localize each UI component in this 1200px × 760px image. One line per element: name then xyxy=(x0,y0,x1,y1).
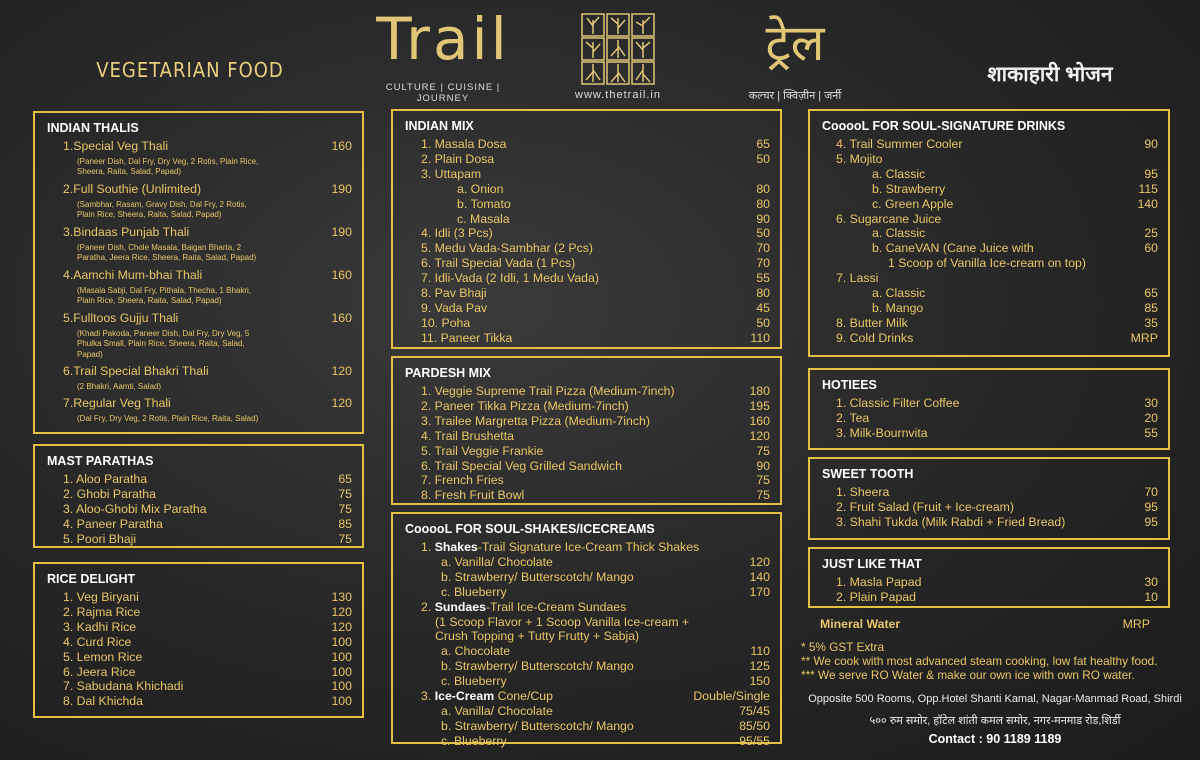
menu-item xyxy=(822,241,1158,256)
brand-block xyxy=(358,4,528,104)
menu-item xyxy=(405,414,770,429)
menu-item xyxy=(822,152,1158,167)
mast-parathas-section xyxy=(33,444,364,548)
parathas-list xyxy=(47,472,352,547)
menu-item xyxy=(822,575,1158,590)
item-name: 11. Paneer Tikka xyxy=(421,330,513,345)
thali-description: (Khadi Pakoda, Paneer Dish, Dal Fry, Dry Veg, 5 Phulka Small, Plain Rice, Sheera, Raita, Salad, Papad) xyxy=(77,328,250,359)
item-name: 2. Tea xyxy=(836,410,870,425)
sundaes-label: -Trail Ice-Cream Sundaes xyxy=(485,599,627,614)
menu-item xyxy=(47,665,352,680)
shakes-list xyxy=(421,555,770,600)
item-price: 160 xyxy=(331,267,352,282)
menu-item xyxy=(47,139,352,154)
menu-item xyxy=(405,316,770,331)
menu-item xyxy=(822,182,1158,197)
tree-emblem-icon xyxy=(580,12,656,86)
mineral-water-label: Mineral Water xyxy=(820,617,901,631)
menu-item xyxy=(47,679,352,694)
menu-item xyxy=(47,472,352,487)
icecream-number: 3. xyxy=(421,689,432,704)
address-english: Opposite 500 Rooms, Opp.Hotel Shanti Kamal, Nagar-Manmad Road, Shirdi xyxy=(808,693,1182,705)
item-name: 1. Classic Filter Coffee xyxy=(836,396,960,410)
menu-item xyxy=(822,271,1158,286)
notes-block xyxy=(801,640,1191,682)
thali-item xyxy=(47,396,352,424)
item-price: 120 xyxy=(331,396,352,411)
item-name: 4. Paneer Paratha xyxy=(63,516,163,531)
item-name: 7. Idli-Vada (2 Idli, 1 Medu Vada) xyxy=(421,271,599,286)
item-name: a. Onion xyxy=(457,181,504,196)
menu-item xyxy=(822,167,1158,182)
thali-item xyxy=(47,139,352,178)
item-price: 180 xyxy=(749,384,770,398)
item-name: a. Vanilla/ Chocolate xyxy=(441,554,553,569)
menu-item xyxy=(421,570,770,585)
item-name: 1. Aloo Paratha xyxy=(63,472,148,486)
menu-item xyxy=(421,674,770,689)
item-price: 120 xyxy=(331,619,352,634)
menu-item xyxy=(47,502,352,517)
item-price: 75 xyxy=(756,488,770,503)
item-price: 50 xyxy=(756,151,770,166)
item-name: c. Green Apple xyxy=(872,196,954,211)
menu-item xyxy=(47,364,352,379)
item-price: 30 xyxy=(1144,575,1158,589)
thali-description: (Dal Fry, Dry Veg, 2 Rotis, Plain Rice, Raita, Salad) xyxy=(77,414,259,424)
menu-item xyxy=(47,694,352,709)
item-name: 1 Scoop of Vanilla Ice-cream on top) xyxy=(888,256,1086,271)
menu-item xyxy=(405,459,770,474)
menu-item xyxy=(47,182,352,197)
item-name: a. Classic xyxy=(872,226,926,241)
item-price: 160 xyxy=(331,139,352,153)
menu-item xyxy=(405,152,770,167)
item-name: 2. Paneer Tikka Pizza (Medium-7inch) xyxy=(421,398,629,413)
sundaes-heading xyxy=(421,600,770,615)
item-name: a. Vanilla/ Chocolate xyxy=(441,703,553,718)
menu-item xyxy=(47,650,352,665)
menu-item xyxy=(47,268,352,283)
thali-description: (Paneer Dish, Chole Masala, Baigan Bharta, 2 Paratha, Jeera Rice, Sheera, Raita, Salad, Papad) xyxy=(77,242,257,263)
item-price: 25 xyxy=(1144,226,1158,241)
menu-item xyxy=(421,555,770,570)
menu-item xyxy=(822,301,1158,316)
item-price: 20 xyxy=(1144,410,1158,425)
website-url[interactable]: www.thetrail.in xyxy=(575,89,661,101)
menu-item xyxy=(405,301,770,316)
item-price: 100 xyxy=(331,694,352,709)
brand-logo: Trail xyxy=(376,5,510,73)
menu-item xyxy=(405,197,770,212)
item-name: 5.Fulltoos Gujju Thali xyxy=(63,310,179,325)
shakes-bold-label: Shakes xyxy=(434,540,478,554)
drinks-list xyxy=(822,137,1158,346)
thali-item xyxy=(47,225,352,264)
menu-item xyxy=(421,644,770,659)
icecream-bold-label: Ice-Cream xyxy=(434,689,495,704)
item-name: 4. Idli (3 Pcs) xyxy=(421,226,493,241)
item-price: 55 xyxy=(1144,425,1158,440)
hindi-brand-logo: ट्रेल xyxy=(765,15,825,71)
item-name: 4. Trail Brushetta xyxy=(421,428,514,443)
menu-item xyxy=(421,734,770,749)
menu-item xyxy=(822,286,1158,301)
item-price: 70 xyxy=(756,241,770,256)
item-name: 10. Poha xyxy=(421,315,471,330)
item-name: 3. Trailee Margretta Pizza (Medium-7inch) xyxy=(421,413,650,428)
item-price: 150 xyxy=(749,674,770,689)
item-price: 55 xyxy=(756,271,770,286)
sundaes-bold-label: Sundaes xyxy=(434,599,486,614)
menu-item xyxy=(405,137,770,152)
menu-item xyxy=(47,532,352,547)
hindi-brand-block xyxy=(730,8,860,103)
item-price: 160 xyxy=(331,310,352,325)
item-price: 50 xyxy=(756,226,770,241)
item-price: 120 xyxy=(331,364,352,379)
item-price: 190 xyxy=(331,224,352,239)
item-name: 7. French Fries xyxy=(421,473,504,488)
menu-item xyxy=(822,197,1158,212)
item-name: a. Classic xyxy=(872,166,926,181)
sundaes-desc-1: (1 Scoop Flavor + 1 Scoop Vanilla Ice-cream + xyxy=(435,614,690,629)
section-title: RICE DELIGHT xyxy=(47,572,136,586)
thali-description: (Paneer Dish, Dal Fry, Dry Veg, 2 Rotis, Plain Rice, Sheera, Raita, Salad, Papad) xyxy=(77,156,259,177)
item-name: b. Tomato xyxy=(457,196,511,211)
hotiees-list xyxy=(822,396,1158,441)
sweet-tooth-list xyxy=(822,485,1158,530)
item-price: 140 xyxy=(749,569,770,584)
menu-item xyxy=(822,396,1158,411)
thalis-list xyxy=(47,139,352,425)
item-name: 9. Vada Pav xyxy=(421,300,488,315)
item-name: b. CaneVAN (Cane Juice with xyxy=(872,241,1034,256)
menu-item xyxy=(405,241,770,256)
menu-item xyxy=(47,620,352,635)
menu-item xyxy=(405,384,770,399)
item-name: b. Mango xyxy=(872,300,924,315)
menu-item xyxy=(47,590,352,605)
item-name: 8. Fresh Fruit Bowl xyxy=(421,488,525,503)
menu-item xyxy=(405,444,770,459)
item-name: b. Strawberry/ Butterscotch/ Mango xyxy=(441,718,634,733)
address-hindi: ५०० रुम समोर, हॉटेल शांती कमल समोर, नगर-मनमाड रोड,शिर्डी xyxy=(869,715,1121,727)
menu-item xyxy=(405,488,770,503)
menu-item xyxy=(421,719,770,734)
item-name: 8. Butter Milk xyxy=(836,315,908,330)
item-price: 60 xyxy=(1144,241,1158,256)
item-price: 130 xyxy=(331,590,352,604)
item-name: 2. Ghobi Paratha xyxy=(63,486,156,501)
thali-item xyxy=(47,364,352,392)
item-price: 85 xyxy=(1144,300,1158,315)
item-price: 90 xyxy=(756,458,770,473)
item-price: 35 xyxy=(1144,315,1158,330)
item-price: 140 xyxy=(1137,196,1158,211)
item-price: 190 xyxy=(331,181,352,196)
section-title: SWEET TOOTH xyxy=(822,467,914,481)
menu-item xyxy=(822,331,1158,346)
item-price: 65 xyxy=(1144,286,1158,301)
menu-item xyxy=(47,396,352,411)
menu-item xyxy=(405,167,770,182)
item-price: 75/45 xyxy=(739,703,770,718)
item-name: 6.Trail Special Bhakri Thali xyxy=(63,364,209,379)
item-price: 45 xyxy=(756,300,770,315)
item-price: 90 xyxy=(1144,137,1158,151)
menu-item xyxy=(822,500,1158,515)
section-title: CooooL FOR SOUL-SHAKES/ICECREAMS xyxy=(405,522,655,536)
brand-tagline: CULTURE | CUISINE | JOURNEY xyxy=(385,82,501,104)
section-title: INDIAN THALIS xyxy=(47,121,139,135)
item-price: 75 xyxy=(338,501,352,516)
icecream-list xyxy=(421,704,770,749)
section-title: HOTIEES xyxy=(822,378,877,392)
item-price: MRP xyxy=(1130,330,1158,345)
item-name: 5. Medu Vada-Sambhar (2 Pcs) xyxy=(421,241,594,256)
thali-item xyxy=(47,268,352,307)
item-name: 3. Uttapam xyxy=(421,166,482,181)
item-price: 65 xyxy=(756,137,770,151)
item-name: 7. Lassi xyxy=(836,271,879,286)
item-name: 2. Plain Papad xyxy=(836,589,916,604)
menu-item xyxy=(822,590,1158,605)
menu-item xyxy=(421,704,770,719)
item-name: c. Masala xyxy=(457,211,510,226)
menu-item xyxy=(822,226,1158,241)
item-name: 3.Bindaas Punjab Thali xyxy=(63,224,190,239)
menu-item xyxy=(822,485,1158,500)
item-name: 1. Veg Biryani xyxy=(63,590,139,604)
section-title: MAST PARATHAS xyxy=(47,454,154,468)
menu-item xyxy=(405,429,770,444)
item-price: 110 xyxy=(750,330,770,345)
menu-item xyxy=(822,137,1158,152)
menu-item xyxy=(405,286,770,301)
item-price: 75 xyxy=(756,473,770,488)
note-gst: * 5% GST Extra xyxy=(801,640,885,654)
menu-item xyxy=(405,399,770,414)
item-name: 3. Kadhi Rice xyxy=(63,619,137,634)
item-name: 2. Fruit Salad (Fruit + Ice-cream) xyxy=(836,499,1015,514)
item-name: 5. Mojito xyxy=(836,151,883,166)
item-name: 8. Dal Khichda xyxy=(63,694,143,709)
signature-drinks-section xyxy=(808,109,1170,357)
item-price: 115 xyxy=(1138,181,1158,196)
menu-item xyxy=(47,225,352,240)
item-name: 1. Masla Papad xyxy=(836,575,922,589)
item-price: 75 xyxy=(756,443,770,458)
just-like-that-list xyxy=(822,575,1158,605)
item-price: 195 xyxy=(749,398,770,413)
item-name: 2. Rajma Rice xyxy=(63,604,141,619)
rice-delight-section xyxy=(33,562,364,718)
thali-item xyxy=(47,182,352,221)
item-price: 95 xyxy=(1144,499,1158,514)
menu-item xyxy=(47,517,352,532)
item-name: 2. Plain Dosa xyxy=(421,151,495,166)
note-water: *** We serve RO Water & make our own ice with own RO water. xyxy=(801,668,1135,682)
indian-mix-list xyxy=(405,137,770,346)
sundaes-list xyxy=(421,644,770,689)
section-title: INDIAN MIX xyxy=(405,119,474,133)
item-name: 6. Trail Special Veg Grilled Sandwich xyxy=(421,458,622,473)
item-price: 100 xyxy=(331,634,352,649)
item-price: 95 xyxy=(1144,514,1158,529)
item-price: 100 xyxy=(331,649,352,664)
menu-item xyxy=(47,605,352,620)
item-name: 5. Poori Bhaji xyxy=(63,531,137,546)
item-price: 125 xyxy=(749,659,770,674)
icecream-size-header: Double/Single xyxy=(693,689,770,704)
sundaes-desc-2: Crush Topping + Tutty Frutty + Sabja) xyxy=(435,629,640,644)
item-name: 7.Regular Veg Thali xyxy=(63,396,171,411)
item-name: 5. Trail Veggie Frankie xyxy=(421,443,544,458)
mineral-water-row xyxy=(820,617,1150,632)
item-name: 6. Sugarcane Juice xyxy=(836,211,942,226)
menu-item xyxy=(822,212,1158,227)
menu-item xyxy=(822,426,1158,441)
item-price: 85 xyxy=(338,516,352,531)
item-name: b. Strawberry/ Butterscotch/ Mango xyxy=(441,569,634,584)
item-name: 4. Curd Rice xyxy=(63,634,132,649)
menu-item xyxy=(822,515,1158,530)
shakes-heading xyxy=(421,540,770,555)
indian-thalis-section xyxy=(33,111,364,434)
item-price: 120 xyxy=(749,428,770,443)
item-name: a. Chocolate xyxy=(441,644,511,659)
mineral-water-price: MRP xyxy=(1122,617,1150,631)
note-cooking: ** We cook with most advanced steam cooking, low fat healthy food. xyxy=(801,654,1158,668)
menu-item xyxy=(405,331,770,346)
thali-item xyxy=(47,311,352,360)
item-price: 160 xyxy=(749,413,770,428)
item-name: 9. Cold Drinks xyxy=(836,330,914,345)
item-price: 100 xyxy=(331,664,352,679)
menu-item xyxy=(405,182,770,197)
section-title: PARDESH MIX xyxy=(405,366,491,380)
rice-list xyxy=(47,590,352,709)
hindi-vegetarian-heading: शाकाहारी भोजन xyxy=(987,63,1113,86)
item-name: 4. Trail Summer Cooler xyxy=(836,137,963,151)
menu-item xyxy=(421,585,770,600)
item-price: 95/55 xyxy=(739,733,770,748)
sweet-tooth-section xyxy=(808,457,1170,540)
item-price: 85/50 xyxy=(739,718,770,733)
vegetarian-food-heading: VEGETARIAN FOOD xyxy=(96,58,284,82)
section-title: CooooL FOR SOUL-SIGNATURE DRINKS xyxy=(822,119,1066,133)
hindi-brand-tagline: कल्चर | क्विज़ीन | जर्नी xyxy=(748,90,842,102)
item-name: 5. Lemon Rice xyxy=(63,649,143,664)
menu-item xyxy=(405,473,770,488)
item-price: 50 xyxy=(756,315,770,330)
item-name: c. Blueberry xyxy=(441,674,507,689)
item-name: c. Blueberry xyxy=(441,584,507,599)
menu-item xyxy=(822,411,1158,426)
hotiees-section xyxy=(808,368,1170,450)
item-name: c. Blueberry xyxy=(441,733,507,748)
item-price: 75 xyxy=(338,531,352,546)
menu-item xyxy=(47,311,352,326)
item-price: 110 xyxy=(750,644,770,659)
item-price: 75 xyxy=(338,486,352,501)
item-price: 70 xyxy=(1144,485,1158,499)
item-price: 170 xyxy=(749,584,770,599)
thali-description: (2 Bhakri, Aamti, Salad) xyxy=(77,381,162,391)
pardesh-mix-section xyxy=(391,356,782,505)
menu-item xyxy=(822,256,1158,271)
item-name: 6. Jeera Rice xyxy=(63,664,136,679)
item-name: 3. Shahi Tukda (Milk Rabdi + Fried Bread) xyxy=(836,514,1066,529)
menu-item xyxy=(47,635,352,650)
shakes-label: -Trail Signature Ice-Cream Thick Shakes xyxy=(477,540,700,554)
item-name: 8. Pav Bhaji xyxy=(421,286,487,301)
item-name: a. Classic xyxy=(872,286,926,301)
item-price: 100 xyxy=(331,679,352,694)
item-price: 70 xyxy=(756,256,770,271)
item-name: 6. Trail Special Vada (1 Pcs) xyxy=(421,256,576,271)
indian-mix-section xyxy=(391,109,782,349)
section-title: JUST LIKE THAT xyxy=(822,557,922,571)
item-name: 3. Aloo-Ghobi Mix Paratha xyxy=(63,501,207,516)
menu-item xyxy=(405,226,770,241)
item-name: 1. Veggie Supreme Trail Pizza (Medium-7inch) xyxy=(421,384,675,398)
item-name: 1. Masala Dosa xyxy=(421,137,507,151)
menu-item xyxy=(405,271,770,286)
item-price: 90 xyxy=(756,211,770,226)
item-price: 10 xyxy=(1144,589,1158,604)
just-like-that-section xyxy=(808,547,1170,608)
item-name: b. Strawberry/ Butterscotch/ Mango xyxy=(441,659,634,674)
item-name: 1.Special Veg Thali xyxy=(63,139,169,153)
item-name: b. Strawberry xyxy=(872,181,946,196)
thali-description: (Masala Sabji, Dal Fry, Pithala, Thecha, 1 Bhakri, Plain Rice, Sheera, Raita, Salad, Papad) xyxy=(77,285,251,306)
thali-description: (Sambhar, Rasam, Gravy Dish, Dal Fry, 2 Rotis, Plain Rice, Sheera, Raita, Salad, Papad) xyxy=(77,199,247,220)
item-name: 3. Milk-Bournvita xyxy=(836,425,928,440)
menu-item xyxy=(822,316,1158,331)
menu-item xyxy=(405,256,770,271)
item-price: 65 xyxy=(338,472,352,486)
shakes-icecreams-section xyxy=(391,512,782,748)
sundaes-number: 2. xyxy=(421,599,432,614)
contact-number[interactable]: Contact : 90 1189 1189 xyxy=(928,732,1062,746)
item-price: 120 xyxy=(749,554,770,569)
item-price: 80 xyxy=(756,196,770,211)
menu-item xyxy=(405,212,770,227)
icecream-label: Cone/Cup xyxy=(494,689,553,704)
menu-item xyxy=(47,487,352,502)
item-price: 120 xyxy=(331,604,352,619)
item-price: 95 xyxy=(1144,166,1158,181)
item-name: 2.Full Southie (Unlimited) xyxy=(63,181,202,196)
icecream-heading xyxy=(421,689,770,704)
item-name: 7. Sabudana Khichadi xyxy=(63,679,184,694)
item-price: 30 xyxy=(1144,396,1158,410)
item-price: 80 xyxy=(756,181,770,196)
item-price: 80 xyxy=(756,286,770,301)
pardesh-list xyxy=(405,384,770,503)
item-name: 1. Sheera xyxy=(836,485,890,499)
item-name: 4.Aamchi Mum-bhai Thali xyxy=(63,267,203,282)
shakes-number: 1. xyxy=(421,540,432,554)
menu-item xyxy=(421,659,770,674)
